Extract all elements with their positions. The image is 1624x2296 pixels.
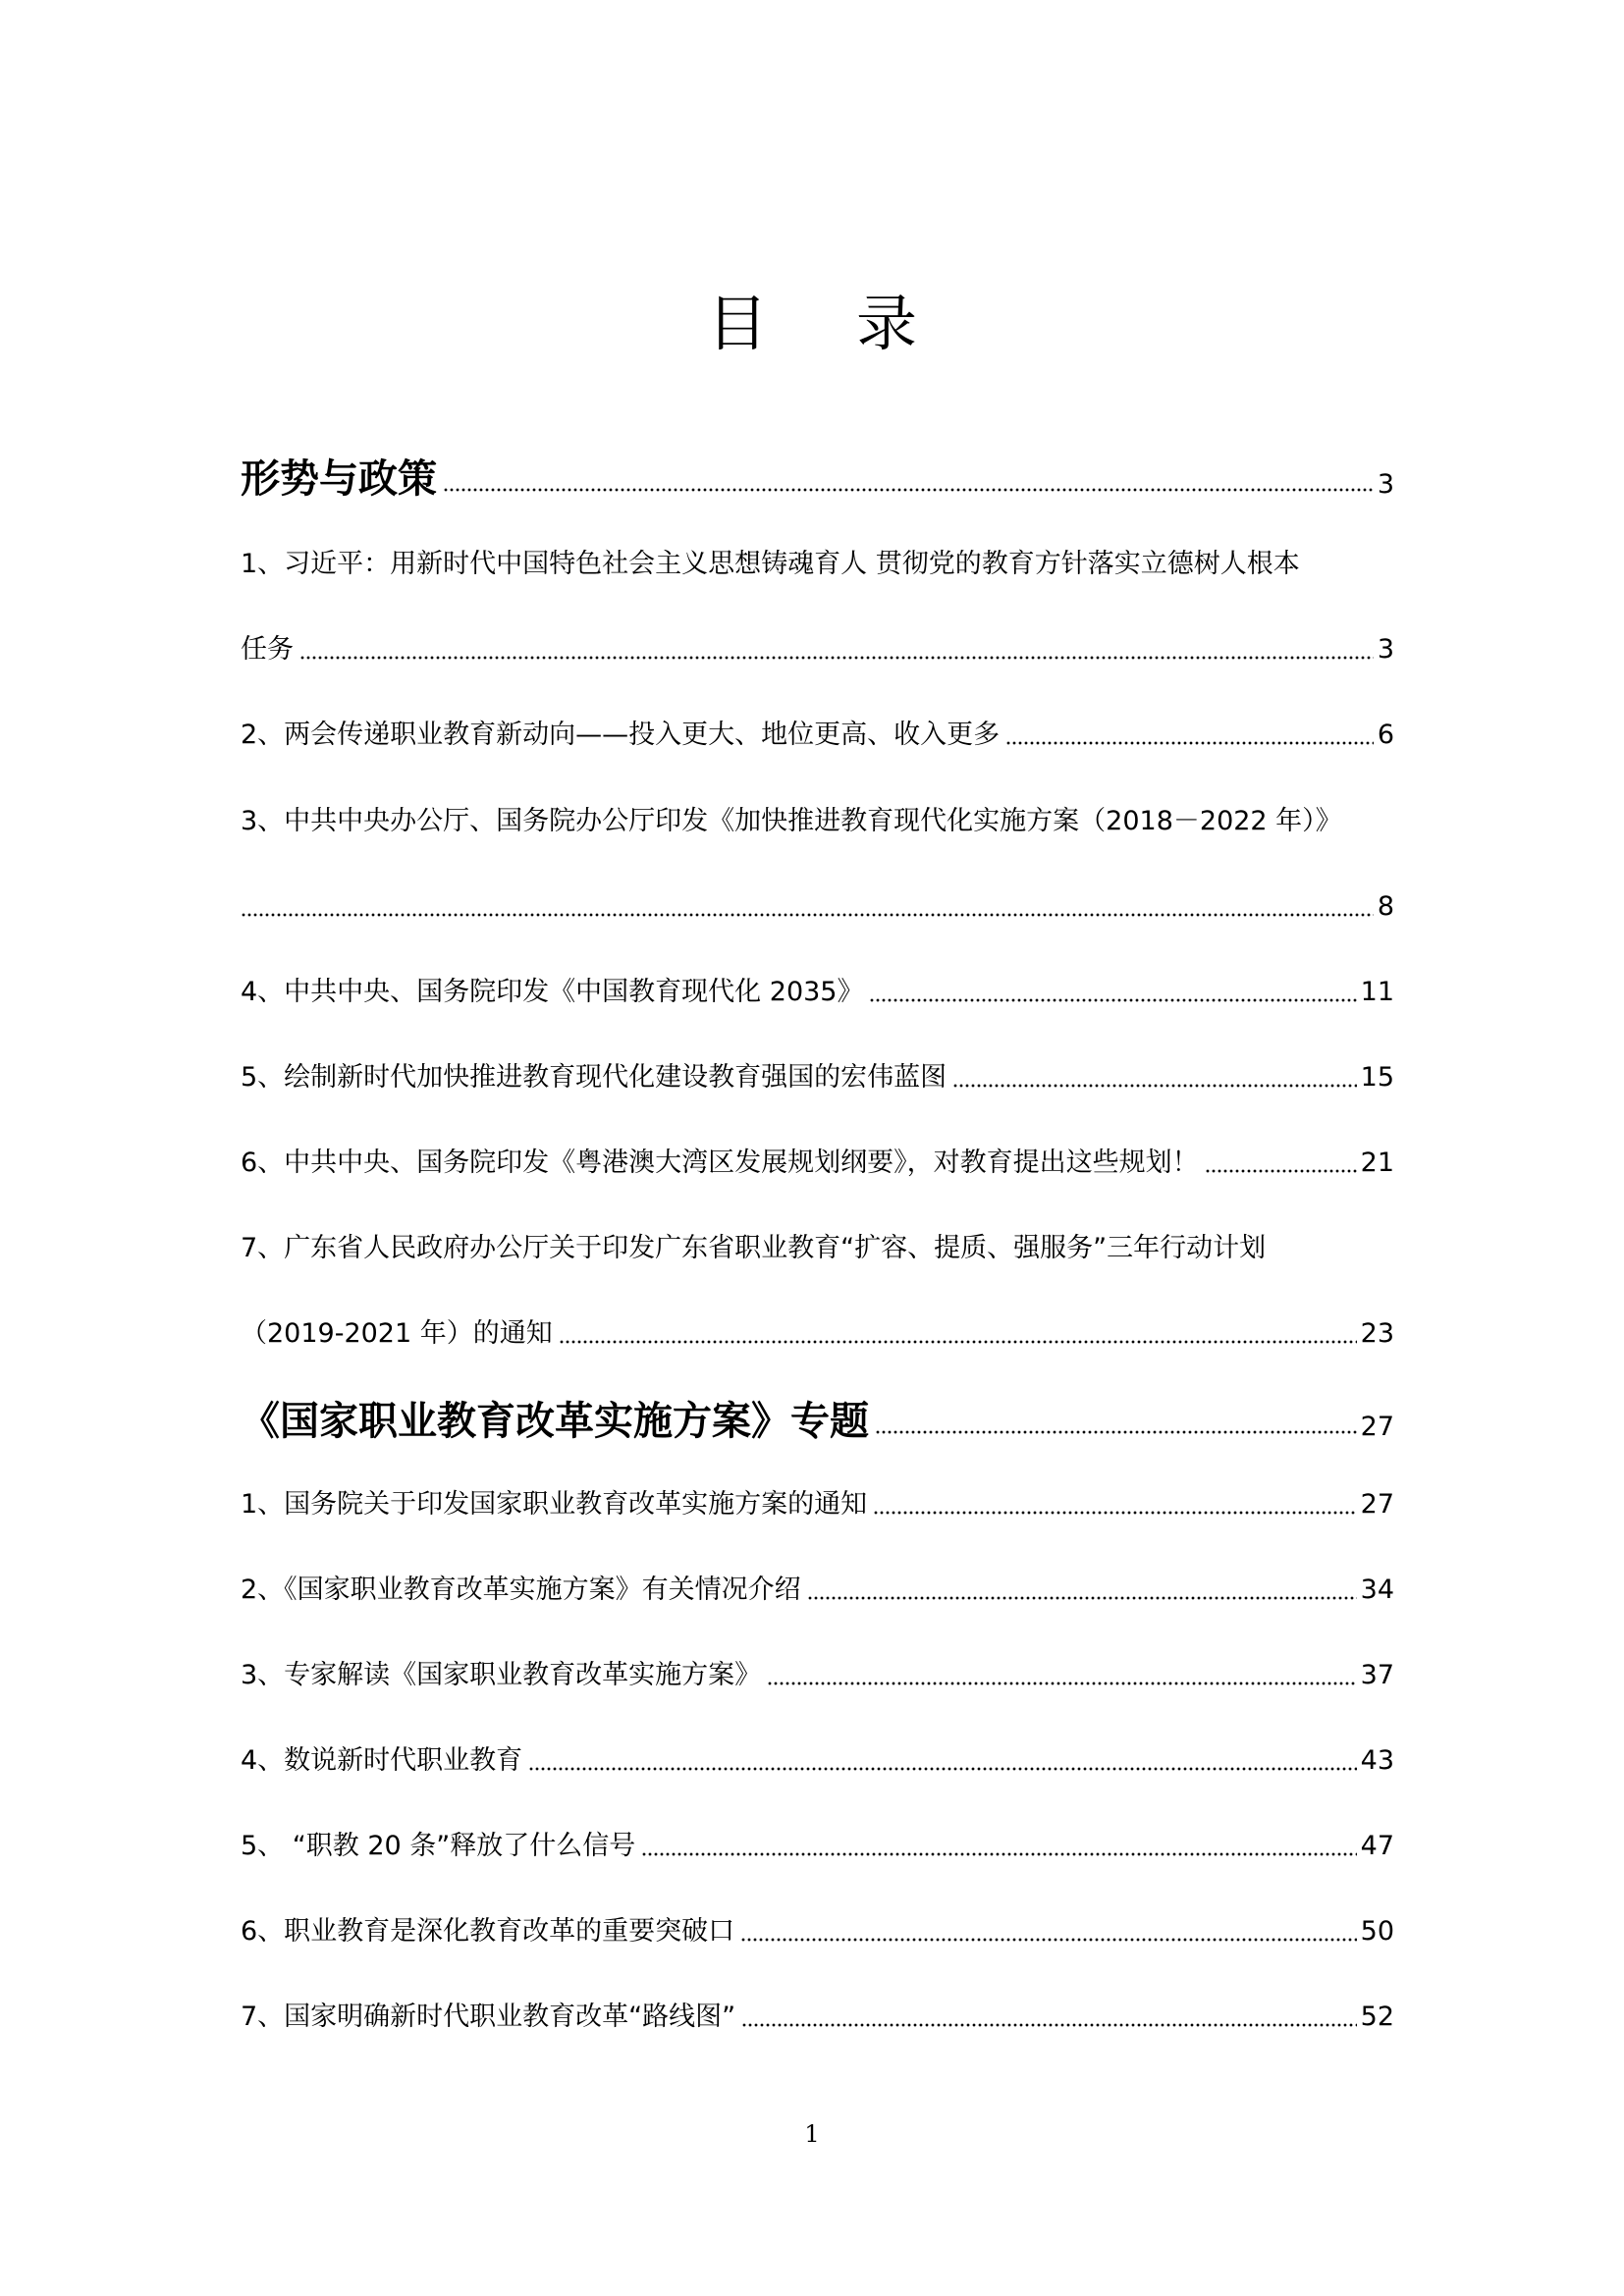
dot-leader: [443, 487, 1374, 493]
dot-leader: [807, 1595, 1357, 1601]
toc-entry-title: 2、《国家职业教育改革实施方案》有关情况介绍: [241, 1575, 801, 1605]
dot-leader: [528, 1766, 1356, 1772]
dot-leader: [873, 1510, 1356, 1516]
toc-entry[interactable]: [241, 1058, 1394, 1097]
toc-section-heading[interactable]: [241, 1396, 1394, 1447]
toc-entry[interactable]: [241, 1314, 1394, 1354]
toc-entry-line[interactable]: 7、广东省人民政府办公厅关于印发广东省职业教育“扩容、提质、强服务”三年行动计划: [241, 1233, 1267, 1263]
toc-entry-title: 6、中共中央、国务院印发《粤港澳大湾区发展规划纲要》，对教育提出这些规划！: [241, 1148, 1199, 1178]
toc-page-number: 11: [1360, 977, 1394, 1007]
toc-page-number: 37: [1360, 1660, 1394, 1690]
toc-page-number: 8: [1377, 891, 1394, 922]
toc-entry-title: 4、中共中央、国务院印发《中国教育现代化 2035》: [241, 977, 864, 1007]
toc-section-title: 《国家职业教育改革实施方案》专题: [241, 1399, 869, 1444]
toc-page-number: 3: [1377, 634, 1394, 665]
toc-entry[interactable]: [241, 973, 1394, 1012]
dot-leader: [1205, 1168, 1357, 1174]
toc-entry[interactable]: [241, 1485, 1394, 1524]
toc-entry-title: 5、绘制新时代加快推进教育现代化建设教育强国的宏伟蓝图: [241, 1062, 947, 1093]
toc-page-number: 15: [1360, 1062, 1394, 1093]
toc-entry-line[interactable]: 3、中共中央办公厅、国务院办公厅印发《加快推进教育现代化实施方案（2018－2022 年）》: [241, 806, 1342, 836]
toc-page-number: 23: [1360, 1318, 1394, 1349]
toc-entry-title: 3、专家解读《国家职业教育改革实施方案》: [241, 1660, 762, 1690]
toc-entry-title: 7、国家明确新时代职业教育改革“路线图”: [241, 2002, 736, 2032]
toc-entry-title: 5、 “职教 20 条”释放了什么信号: [241, 1831, 636, 1861]
toc-entry[interactable]: [241, 716, 1394, 755]
toc-section-title: 形势与政策: [241, 456, 437, 502]
toc-entry-title: 1、国务院关于印发国家职业教育改革实施方案的通知: [241, 1489, 868, 1520]
dot-leader: [952, 1083, 1356, 1089]
toc-page-number: 47: [1360, 1831, 1394, 1861]
toc-entry[interactable]: [241, 1741, 1394, 1781]
dot-leader: [241, 912, 1374, 918]
dot-leader: [875, 1429, 1357, 1435]
toc-entry[interactable]: [241, 1571, 1394, 1610]
toc-entry[interactable]: [241, 1998, 1394, 2037]
toc-page-number: 50: [1360, 1916, 1394, 1947]
toc-page-number: 27: [1360, 1489, 1394, 1520]
toc-entry[interactable]: [241, 887, 1394, 927]
toc-page-number: 27: [1360, 1412, 1394, 1442]
toc-page-number: 6: [1377, 720, 1394, 750]
toc-entry[interactable]: [241, 1656, 1394, 1695]
toc-entry[interactable]: [241, 1827, 1394, 1866]
toc-entry[interactable]: [241, 1144, 1394, 1183]
toc-entry-title: 6、职业教育是深化教育改革的重要突破口: [241, 1916, 735, 1947]
toc-entry[interactable]: [241, 630, 1394, 669]
toc-page-number: 43: [1360, 1745, 1394, 1776]
dot-leader: [741, 2022, 1356, 2028]
toc-entry-title: （2019-2021 年）的通知: [241, 1318, 553, 1349]
toc-entry-line[interactable]: 1、习近平：用新时代中国特色社会主义思想铸魂育人 贯彻党的教育方针落实立德树人根本: [241, 549, 1300, 579]
dot-leader: [559, 1339, 1357, 1345]
dot-leader: [869, 997, 1356, 1003]
toc-page-number: 21: [1360, 1148, 1394, 1178]
dot-leader: [641, 1851, 1356, 1857]
page-footer-number: 1: [804, 2120, 820, 2148]
dot-leader: [1005, 740, 1374, 746]
toc-section-heading[interactable]: [241, 454, 1394, 505]
dot-leader: [767, 1681, 1356, 1686]
toc-page-number: 3: [1377, 469, 1394, 500]
dot-leader: [740, 1937, 1356, 1943]
toc-page-number: 52: [1360, 2002, 1394, 2032]
toc-entry-title: 任务: [241, 634, 294, 665]
toc-entry-title: 2、两会传递职业教育新动向——投入更大、地位更高、收入更多: [241, 720, 1001, 750]
toc-entry-title: 4、数说新时代职业教育: [241, 1745, 523, 1776]
toc-entry[interactable]: [241, 1912, 1394, 1951]
page-title: 目录: [706, 288, 1005, 359]
toc-page-number: 34: [1360, 1575, 1394, 1605]
dot-leader: [299, 655, 1374, 661]
